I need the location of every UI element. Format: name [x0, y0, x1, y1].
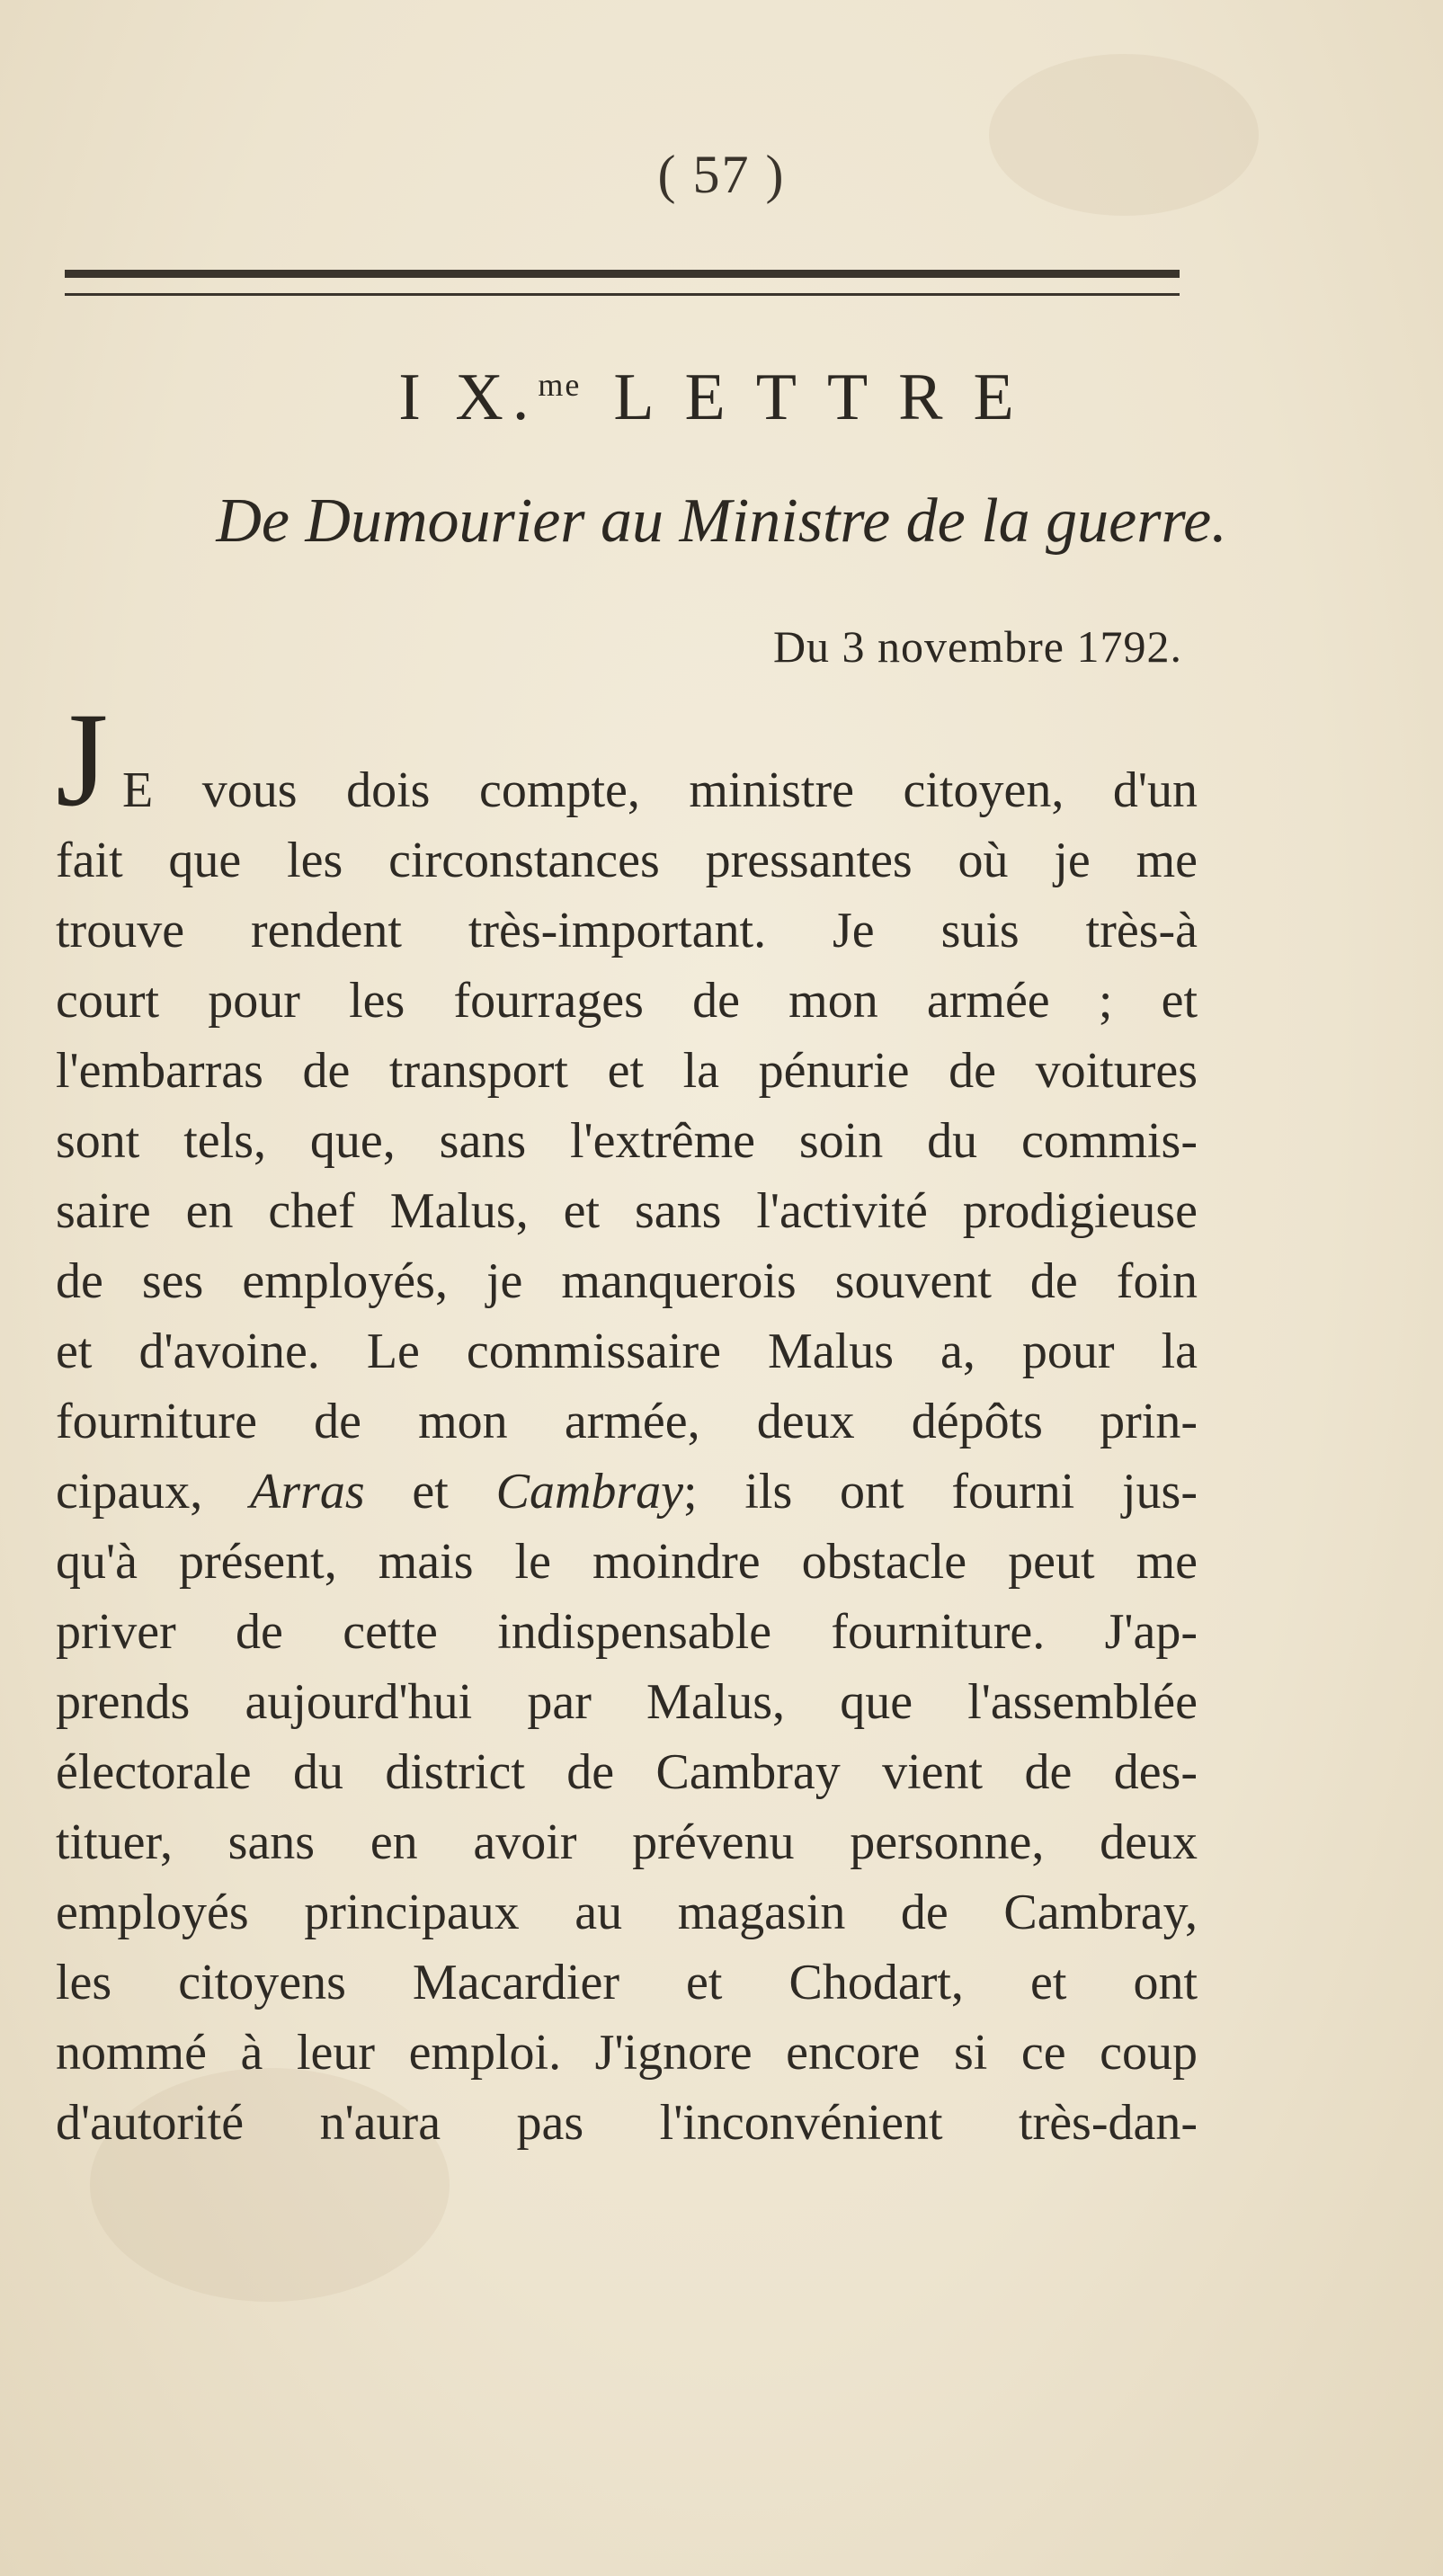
body-line-18: les citoyens Macardier et Chodart, et ont — [56, 1955, 1198, 2010]
place-arras: Arras — [250, 1464, 365, 1520]
body-line-5: l'embarras de transport et la pénurie de voitures — [56, 1043, 1198, 1099]
drop-cap: J — [56, 685, 109, 834]
line11-suffix: ; ils ont fourni jus- — [683, 1464, 1198, 1520]
page-number: ( 57 ) — [657, 145, 786, 204]
body-line-16: tituer, sans en avoir prévenu personne, deux — [56, 1814, 1198, 1870]
body-line-3: trouve rendent très-important. Je suis très-à — [56, 903, 1198, 958]
body-line-1: E vous dois compte, ministre citoyen, d'un — [122, 762, 1198, 818]
body-line-8: de ses employés, je manquerois souvent de foin — [56, 1253, 1198, 1309]
body-line-4: court pour les fourrages de mon armée ; et — [56, 973, 1198, 1029]
letter-heading — [0, 360, 1443, 436]
line11-prefix: cipaux, — [56, 1464, 251, 1520]
body-line-15: électorale du district de Cambray vient de des- — [56, 1744, 1198, 1800]
body-line-13: priver de cette indispensable fourniture. J'ap- — [56, 1604, 1198, 1660]
body-line-10: fourniture de mon armée, deux dépôts prin- — [56, 1394, 1198, 1449]
body-line-9: et d'avoine. Le commissaire Malus a, pour la — [56, 1324, 1198, 1379]
body-line-11 — [56, 1457, 1198, 1527]
body-line-20: d'autorité n'aura pas l'inconvénient très-dan- — [56, 2095, 1198, 2151]
body-line-12: qu'à présent, mais le moindre obstacle peut me — [56, 1534, 1198, 1590]
header-rule-thick — [65, 270, 1180, 278]
letter-date: Du 3 novembre 1792. — [772, 621, 1182, 672]
header-rule-thin — [65, 293, 1180, 296]
body-line-7: saire en chef Malus, et sans l'activité prodigieuse — [56, 1183, 1198, 1239]
letter-body — [56, 755, 1198, 2158]
body-line-17: employés principaux au magasin de Cambray, — [56, 1885, 1198, 1940]
body-line-19: nommé à leur emploi. J'ignore encore si ce coup — [56, 2025, 1198, 2081]
body-line-2: fait que les circonstances pressantes où je me — [56, 833, 1198, 888]
heading-numeral: I X. — [398, 361, 539, 434]
heading-word: LETTRE — [613, 361, 1045, 434]
letter-subtitle: De Dumourier au Ministre de la guerre. — [216, 486, 1227, 556]
body-line-14: prends aujourd'hui par Malus, que l'assemblée — [56, 1674, 1198, 1730]
heading-superscript: me — [538, 367, 582, 403]
line11-conj: et — [364, 1464, 496, 1520]
place-cambray: Cambray — [495, 1464, 684, 1520]
body-line-6: sont tels, que, sans l'extrême soin du commis- — [56, 1113, 1198, 1169]
